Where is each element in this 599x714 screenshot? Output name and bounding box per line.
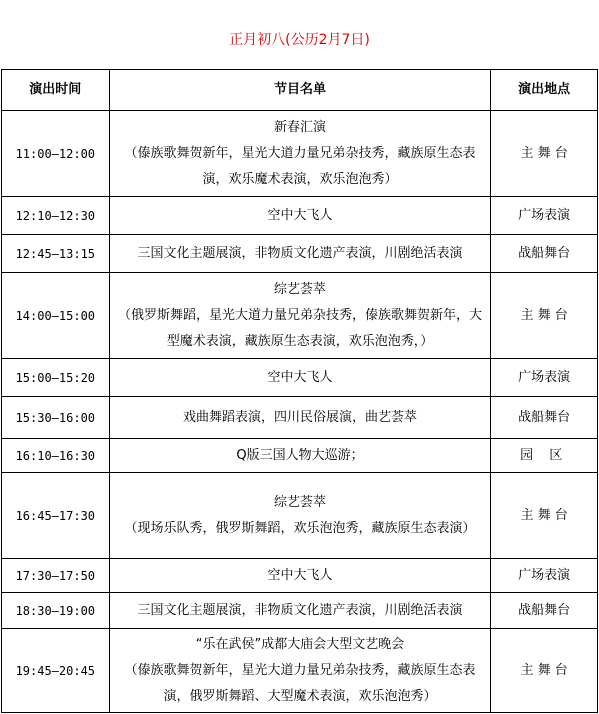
row-time: 12:10—12:30 <box>2 197 110 235</box>
page-title: 正月初八(公历2月7日) <box>229 32 370 48</box>
row-program <box>109 111 491 197</box>
header-location: 演出地点 <box>491 70 598 111</box>
table-row <box>2 359 598 397</box>
program-title: 新春汇演 <box>273 119 326 135</box>
row-program <box>109 593 491 629</box>
table-row <box>2 397 598 439</box>
table-header-row <box>2 70 598 111</box>
header-time: 演出时间 <box>2 70 110 111</box>
row-time: 16:10—16:30 <box>2 439 110 473</box>
program-title: Q版三国人物大巡游； <box>236 447 364 463</box>
table-row <box>2 197 598 235</box>
row-location: 主 舞 台 <box>491 273 598 359</box>
row-program <box>109 273 491 359</box>
table-row <box>2 559 598 593</box>
program-detail: （傣族歌舞贺新年，星光大道力量兄弟杂技秀，藏族原生态表演，欢乐魔术表演，欢乐泡泡秀） <box>124 145 476 187</box>
program-detail: （俄罗斯舞蹈，星光大道力量兄弟杂技秀，傣族歌舞贺新年，大型魔术表演，藏族原生态表演，欢乐泡泡秀，） <box>117 307 482 349</box>
row-program <box>109 197 491 235</box>
table-row <box>2 473 598 559</box>
row-program <box>109 439 491 473</box>
program-title: 三国文化主题展演，非物质文化遗产表演，川剧绝活表演 <box>137 245 463 261</box>
table-row <box>2 593 598 629</box>
row-location: 战船舞台 <box>491 593 598 629</box>
row-program <box>109 235 491 273</box>
program-title: “乐在武侯”成都大庙会大型文艺晚会 <box>195 636 405 652</box>
row-location: 战船舞台 <box>491 235 598 273</box>
row-time: 15:00—15:20 <box>2 359 110 397</box>
row-location: 广场表演 <box>491 559 598 593</box>
row-location: 园 区 <box>491 439 598 473</box>
row-time: 12:45—13:15 <box>2 235 110 273</box>
program-title: 三国文化主题展演，非物质文化遗产表演，川剧绝活表演 <box>137 602 463 618</box>
row-program <box>109 359 491 397</box>
row-location: 主 舞 台 <box>491 629 598 713</box>
program-title: 空中大飞人 <box>267 207 333 223</box>
row-program <box>109 559 491 593</box>
table-row <box>2 439 598 473</box>
program-detail: （傣族歌舞贺新年，星光大道力量兄弟杂技秀，藏族原生态表演，俄罗斯舞蹈、大型魔术表演，欢乐泡泡秀） <box>124 662 476 704</box>
row-time: 17:30—17:50 <box>2 559 110 593</box>
table-row <box>2 111 598 197</box>
row-program <box>109 397 491 439</box>
row-time: 11:00—12:00 <box>2 111 110 197</box>
row-time: 16:45—17:30 <box>2 473 110 559</box>
table-row <box>2 629 598 713</box>
program-title: 戏曲舞蹈表演，四川民俗展演，曲艺荟萃 <box>182 409 417 425</box>
row-location: 广场表演 <box>491 197 598 235</box>
row-location: 战船舞台 <box>491 397 598 439</box>
row-location: 主 舞 台 <box>491 473 598 559</box>
schedule-table <box>1 69 598 713</box>
row-time: 14:00—15:00 <box>2 273 110 359</box>
row-time: 19:45—20:45 <box>2 629 110 713</box>
row-time: 15:30—16:00 <box>2 397 110 439</box>
row-time: 18:30—19:00 <box>2 593 110 629</box>
row-program <box>109 629 491 713</box>
program-title: 空中大飞人 <box>267 369 333 385</box>
program-title: 空中大飞人 <box>267 567 333 583</box>
header-program: 节目名单 <box>109 70 491 111</box>
row-location: 广场表演 <box>491 359 598 397</box>
table-row <box>2 235 598 273</box>
row-location: 主 舞 台 <box>491 111 598 197</box>
program-title: 综艺荟萃 <box>273 494 326 510</box>
program-detail: （现场乐队秀，俄罗斯舞蹈，欢乐泡泡秀，藏族原生态表演） <box>124 520 476 536</box>
program-title: 综艺荟萃 <box>273 281 326 297</box>
row-program <box>109 473 491 559</box>
table-row <box>2 273 598 359</box>
